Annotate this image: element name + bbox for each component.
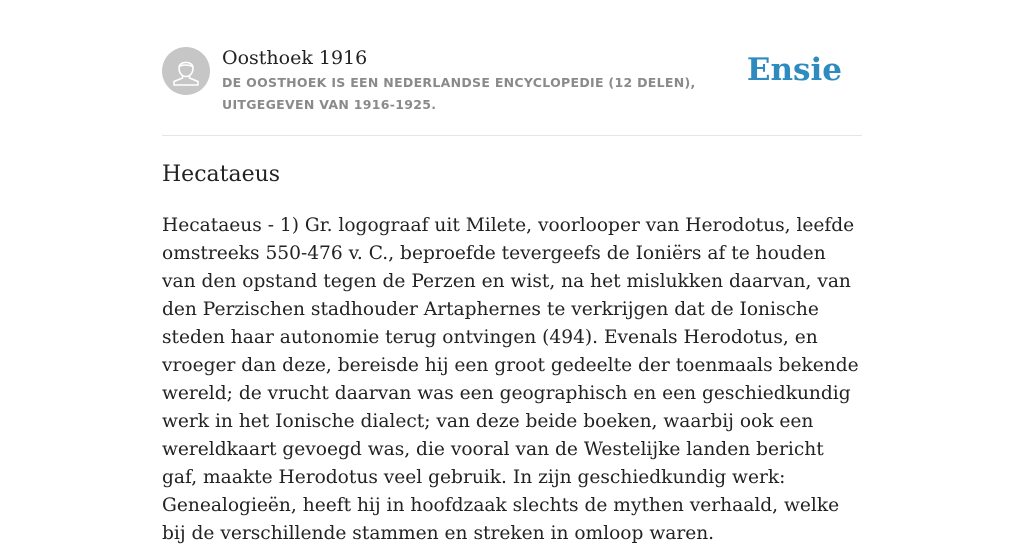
source-header bbox=[162, 46, 862, 136]
user-icon bbox=[162, 47, 210, 95]
article-title: Hecataeus bbox=[162, 162, 281, 187]
avatar[interactable] bbox=[162, 47, 210, 95]
source-title[interactable]: Oosthoek 1916 bbox=[222, 47, 368, 69]
header-divider bbox=[162, 135, 862, 136]
article-body: Hecataeus - 1) Gr. logograaf uit Milete, voorlooper van Herodotus, leefde omstreeks 550-476 v. C., beproefde tevergeefs de Ioniërs af te houden van den opstand tegen de Perzen en wist, na het mislukken daarvan, van den Perzischen stadhouder Artaphernes te verkrijgen dat de Ionische steden haar autonomie terug ontvingen (494). Evenals Herodotus, en vroeger dan deze, bereisde hij een groot gedeelte der toenmaals bekende wereld; de vrucht daarvan was een geographisch en een geschiedkundig werk in het Ionische dialect; van deze beide boeken, waarbij ook een wereldkaart gevoegd was, die vooral van de Westelijke landen bericht gaf, maakte Herodotus veel gebruik. In zijn geschiedkundig werk: Genealogieën, heeft hij in hoofdzaak slechts de mythen verhaald, welke bij de verschillende stammen en streken in omloop waren. bbox=[162, 215, 859, 544]
source-description: DE OOSTHOEK IS EEN NEDERLANDSE ENCYCLOPEDIE (12 DELEN), UITGEGEVEN VAN 1916-1925. bbox=[222, 75, 696, 112]
ensie-logo[interactable]: Ensie bbox=[746, 52, 842, 88]
